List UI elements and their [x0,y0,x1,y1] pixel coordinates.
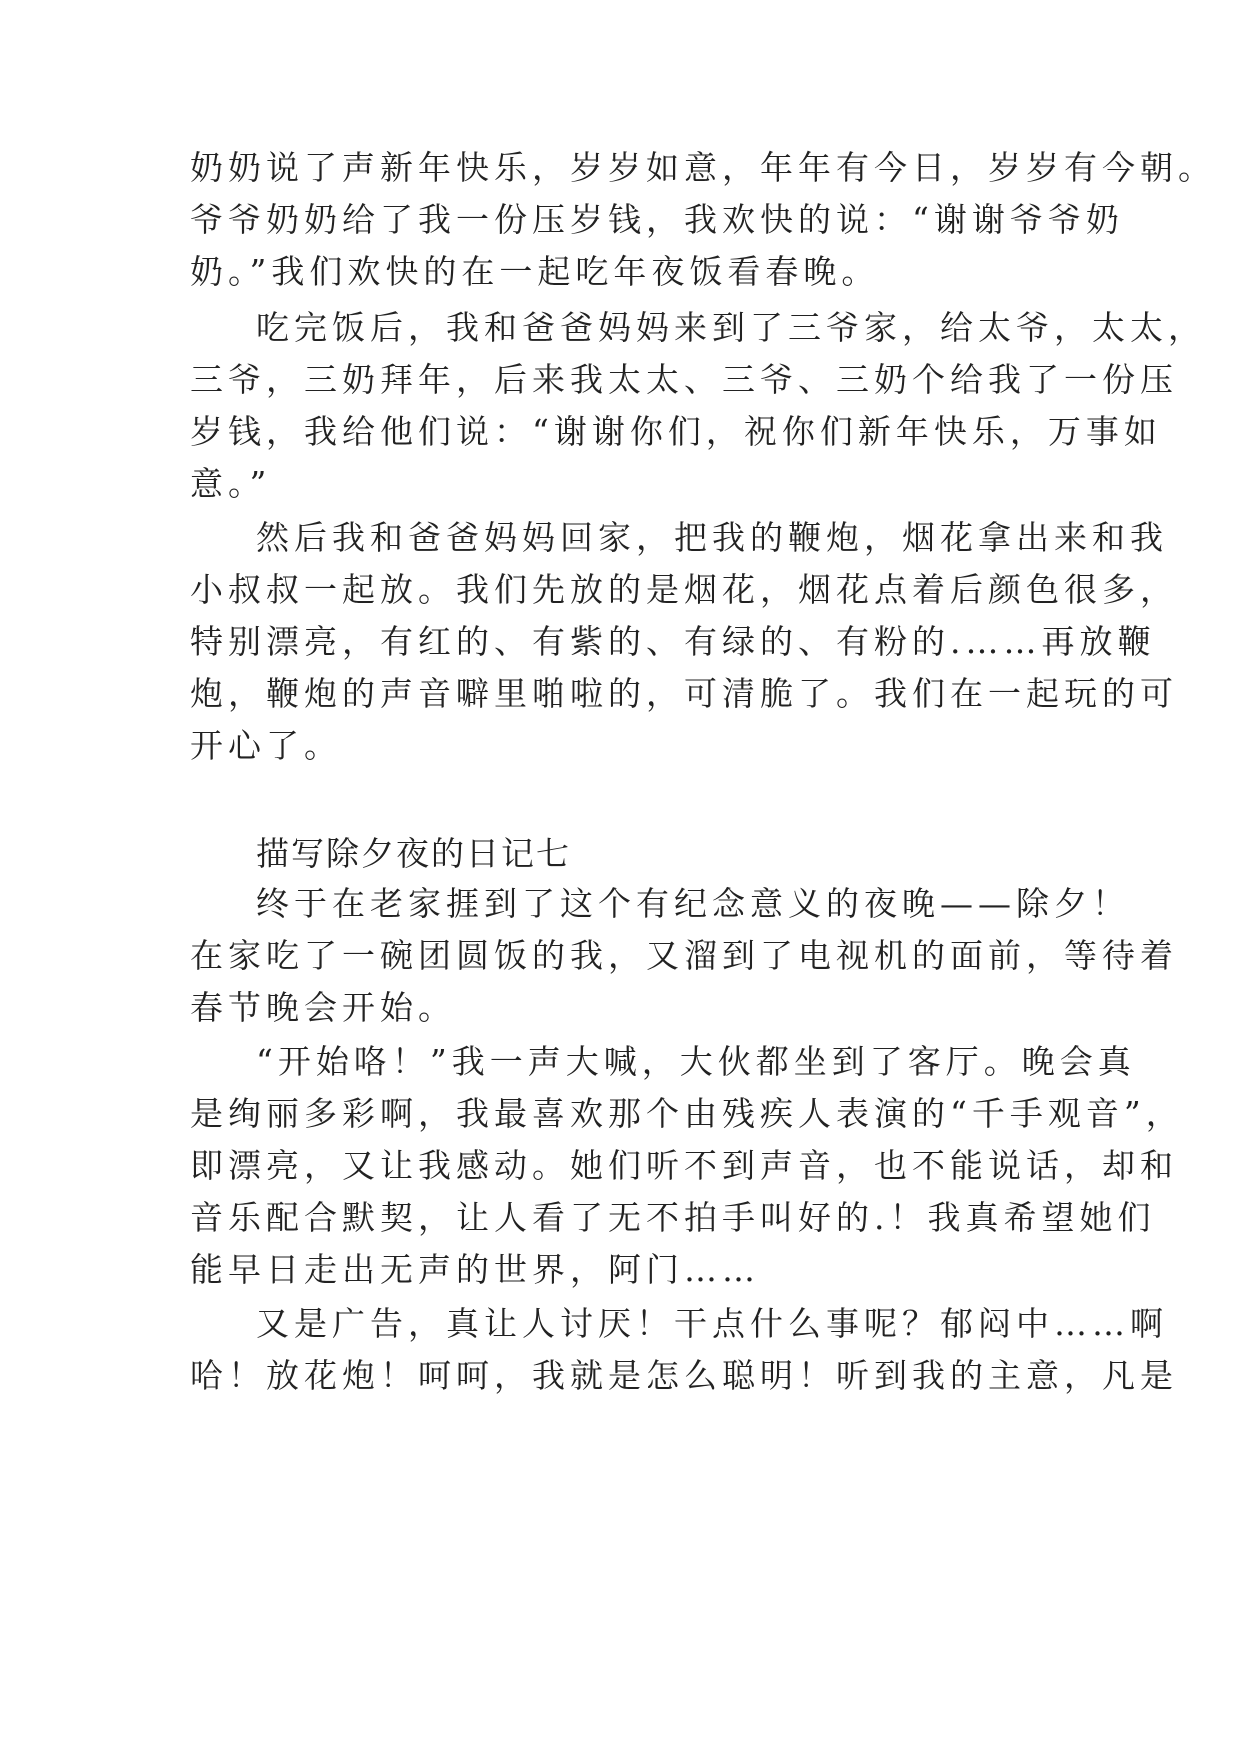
text-line: 能早日走出无声的世界，阿门…… [190,1250,760,1289]
paragraph-start-line: 吃完饭后，我和爸爸妈妈来到了三爷家，给太爷，太太， [256,308,1206,347]
text-line: 音乐配合默契，让人看了无不拍手叫好的.！我真希望她们 [190,1198,1156,1237]
text-line: 是绚丽多彩啊，我最喜欢那个由残疾人表演的“千手观音”， [190,1094,1184,1133]
text-line: 爷爷奶奶给了我一份压岁钱，我欢快的说：“谢谢爷爷奶 [190,200,1124,239]
text-line: 即漂亮，又让我感动。她们听不到声音，也不能说话，却和 [190,1146,1178,1185]
paragraph-start-line: 终于在老家捱到了这个有纪念意义的夜晚——除夕！ [256,884,1130,923]
text-line: 意。” [190,464,272,503]
paragraph-start-line: “开始咯！”我一声大喊，大伙都坐到了客厅。晚会真 [256,1042,1136,1081]
text-line: 小叔叔一起放。我们先放的是烟花，烟花点着后颜色很多， [190,570,1178,609]
text-line: 哈！放花炮！呵呵，我就是怎么聪明！听到我的主意，凡是 [190,1356,1178,1395]
section-title: 描写除夕夜的日记七 [256,834,571,873]
text-line: 岁钱，我给他们说：“谢谢你们，祝你们新年快乐，万事如 [190,412,1162,451]
paragraph-start-line: 然后我和爸爸妈妈回家，把我的鞭炮，烟花拿出来和我 [256,518,1168,557]
text-line: 特别漂亮，有红的、有紫的、有绿的、有粉的.……再放鞭 [190,622,1156,661]
text-line: 在家吃了一碗团圆饭的我，又溜到了电视机的面前，等待着 [190,936,1178,975]
paragraph-start-line: 又是广告，真让人讨厌！干点什么事呢？郁闷中……啊 [256,1304,1168,1343]
text-line: 三爷，三奶拜年，后来我太太、三爷、三奶个给我了一份压 [190,360,1178,399]
text-line: 开心了。 [190,726,342,765]
text-line: 春节晚会开始。 [190,988,456,1027]
text-line: 奶奶说了声新年快乐，岁岁如意，年年有今日，岁岁有今朝。 [190,148,1216,187]
text-line: 奶。”我们欢快的在一起吃年夜饭看春晚。 [190,252,880,291]
text-line: 炮，鞭炮的声音噼里啪啦的，可清脆了。我们在一起玩的可 [190,674,1178,713]
